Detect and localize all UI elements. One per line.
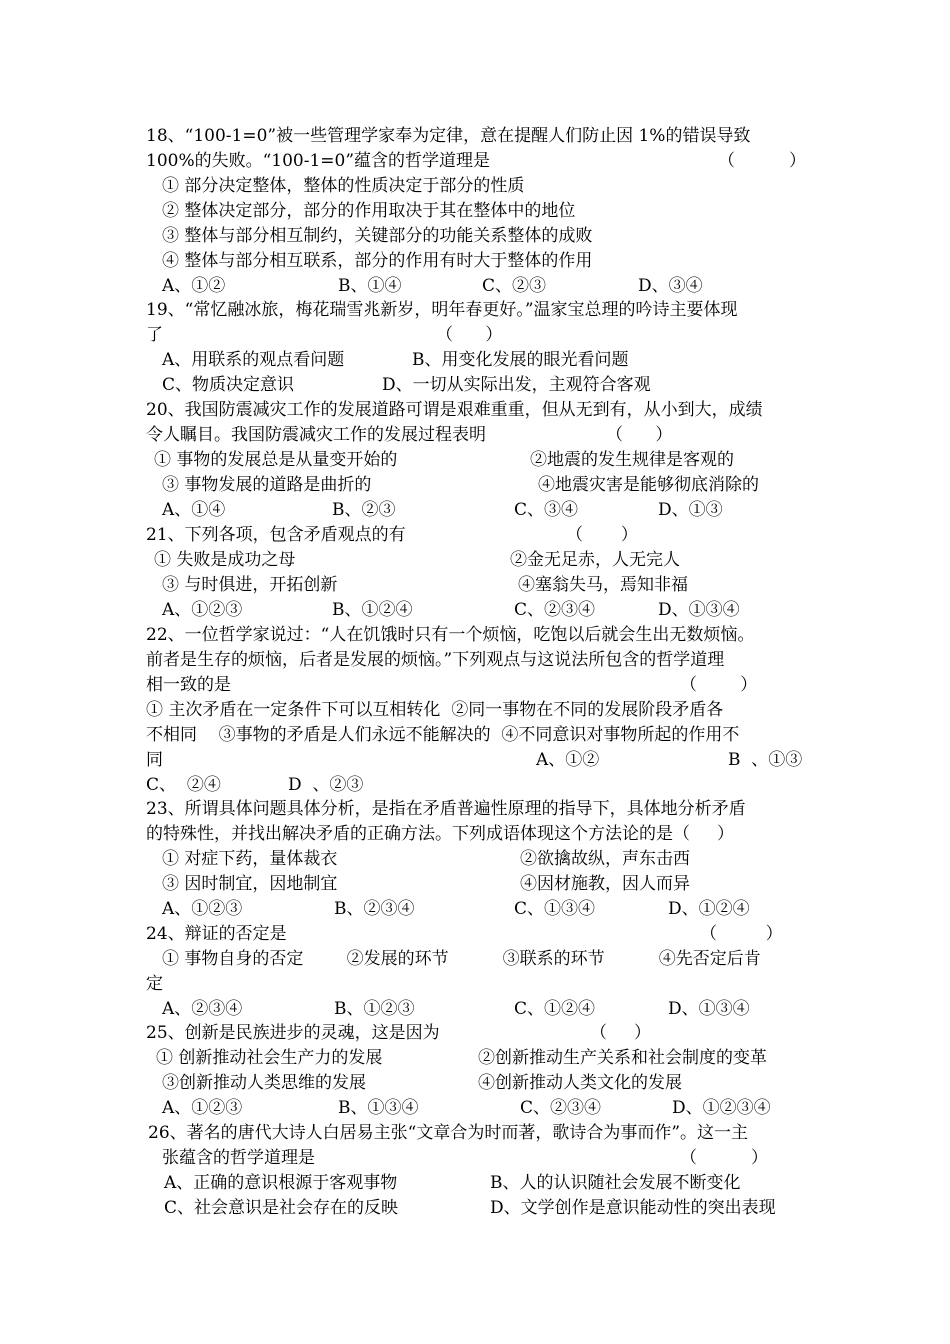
q25-choice-a: A、①②③ [162,1098,243,1118]
q21-choice-c: C、②③④ [514,600,596,620]
q20-stem-line2: 令人瞩目。我国防震减灾工作的发展过程表明 [146,425,486,445]
q19-stem-line1: 19、“常忆融冰旅，梅花瑞雪兆新岁，明年春更好。”温家宝总理的吟诗主要体现 [146,300,738,320]
q21-choice-a: A、①②③ [162,600,243,620]
q23-option-3: ③ 因时制宜，因地制宜 [162,874,338,894]
q22-stem-line3: 相一致的是 [146,675,231,695]
q18-answer-paren: （ ） [718,151,807,171]
q25-option-2: ②创新推动生产关系和社会制度的变革 [478,1048,767,1068]
q18-option-1: ① 部分决定整体，整体的性质决定于部分的性质 [162,176,525,196]
q23-choice-b: B、②③④ [334,899,415,919]
q20-option-4: ④地震灾害是能够彻底消除的 [538,475,759,495]
q18-choice-d: D、③④ [638,276,703,296]
q19-answer-paren: （ ） [436,325,503,345]
q21-option-2: ②金无足赤，人无完人 [510,550,680,570]
q18-choice-a: A、①② [162,276,226,296]
q24-options-wrap: 定 [146,974,163,994]
q21-choice-b: B、①②④ [332,600,413,620]
q22-options-line1: ① 主次矛盾在一定条件下可以互相转化 ②同一事物在不同的发展阶段矛盾各 [146,700,724,720]
q22-stem-line2: 前者是生存的烦恼，后者是发展的烦恼。”下列观点与这说法所包含的哲学道理 [146,650,725,670]
q19-stem-line2: 了 [146,325,163,345]
q21-option-4: ④塞翁失马，焉知非福 [518,575,688,595]
q19-choice-a: A、用联系的观点看问题 [162,350,345,370]
q20-answer-paren: （ ） [606,425,673,445]
q20-choice-d: D、①③ [658,500,723,520]
q22-choice-b: B 、①③ [728,750,803,770]
q26-choice-a: A、正确的意识根源于客观事物 [164,1173,398,1193]
q24-answer-paren: （ ） [700,924,783,944]
q24-choice-d: D、①③④ [668,999,750,1019]
q19-choice-c: C、物质决定意识 [162,375,295,395]
q25-stem: 25、创新是民族进步的灵魂，这是因为 [146,1023,440,1043]
q18-option-2: ② 整体决定部分，部分的作用取决于其在整体中的地位 [162,201,576,221]
q22-options-line2: 不相同 ③事物的矛盾是人们永远不能解决的 ④不同意识对事物所起的作用不 [146,725,740,745]
q22-choice-d: D 、②③ [288,775,364,795]
q20-stem-line1: 20、我国防震减灾工作的发展道路可谓是艰难重重，但从无到有，从小到大，成绩 [146,400,763,420]
q23-choice-c: C、①③④ [514,899,596,919]
q23-stem-line2: 的特殊性，并找出解决矛盾的正确方法。下列成语体现这个方法论的是（ ） [146,824,735,844]
q22-stem-line1: 22、一位哲学家说过：“人在饥饿时只有一个烦恼，吃饱以后就会生出无数烦恼。 [146,625,755,645]
q20-choice-c: C、③④ [514,500,579,520]
q24-choice-c: C、①②④ [514,999,596,1019]
q25-choice-d: D、①②③④ [672,1098,771,1118]
q18-stem-line2: 100%的失败。“100-1=0”蕴含的哲学道理是 [146,151,491,171]
q22-choice-c: C、 ②④ [146,775,221,795]
q23-stem-line1: 23、所谓具体问题具体分析，是指在矛盾普遍性原理的指导下，具体地分析矛盾 [146,799,746,819]
q22-options-line3: 同 [146,750,163,770]
q25-answer-paren: （ ） [590,1023,652,1043]
q20-option-2: ②地震的发生规律是客观的 [530,450,734,470]
q26-stem-line1: 26、著名的唐代大诗人白居易主张“文章合为时而著，歌诗合为事而作”。这一主 [148,1123,749,1143]
q25-option-3: ③创新推动人类思维的发展 [162,1073,366,1093]
q18-stem-line1: 18、“100-1=0”被一些管理学家奉为定律，意在提醒人们防止因 1%的错误导致 [146,126,751,146]
q20-option-1: ① 事物的发展总是从量变开始的 [154,450,398,470]
q25-choice-c: C、②③④ [520,1098,602,1118]
q25-option-1: ① 创新推动社会生产力的发展 [156,1048,383,1068]
q23-option-1: ① 对症下药，量体裁衣 [162,849,338,869]
q24-stem: 24、辩证的否定是 [146,924,287,944]
q21-answer-paren: （ ） [566,525,638,545]
q24-choice-a: A、②③④ [162,999,243,1019]
q23-choice-a: A、①②③ [162,899,243,919]
q20-option-3: ③ 事物发展的道路是曲折的 [162,475,372,495]
q18-option-4: ④ 整体与部分相互联系，部分的作用有时大于整体的作用 [162,251,593,271]
q26-stem-line2: 张蕴含的哲学道理是 [162,1148,315,1168]
q26-choice-b: B、人的认识随社会发展不断变化 [490,1173,741,1193]
q18-option-3: ③ 整体与部分相互制约，关键部分的功能关系整体的成败 [162,226,593,246]
q23-option-2: ②欲擒故纵，声东击西 [520,849,690,869]
q25-option-4: ④创新推动人类文化的发展 [478,1073,682,1093]
q26-answer-paren: （ ） [680,1148,769,1168]
q26-choice-c: C、社会意识是社会存在的反映 [164,1198,399,1218]
q20-choice-b: B、②③ [332,500,396,520]
q23-option-4: ④因材施教，因人而异 [520,874,690,894]
q25-choice-b: B、①③④ [338,1098,419,1118]
q24-choice-b: B、①②③ [334,999,415,1019]
q26-choice-d: D、文学创作是意识能动性的突出表现 [490,1198,776,1218]
q19-choice-d: D、一切从实际出发，主观符合客观 [382,375,651,395]
q21-stem: 21、下列各项，包含矛盾观点的有 [146,525,406,545]
q18-choice-b: B、①④ [338,276,402,296]
q21-option-1: ① 失败是成功之母 [154,550,296,570]
q21-choice-d: D、①③④ [658,600,740,620]
q18-choice-c: C、②③ [482,276,547,296]
q23-choice-d: D、①②④ [668,899,750,919]
q22-choice-a: A、①② [536,750,600,770]
q22-answer-paren: （ ） [680,675,758,695]
q21-option-3: ③ 与时俱进，开拓创新 [162,575,338,595]
q20-choice-a: A、①④ [162,500,226,520]
q24-options: ① 事物自身的否定 ②发展的环节 ③联系的环节 ④先否定后肯 [162,949,761,969]
q19-choice-b: B、用变化发展的眼光看问题 [412,350,629,370]
